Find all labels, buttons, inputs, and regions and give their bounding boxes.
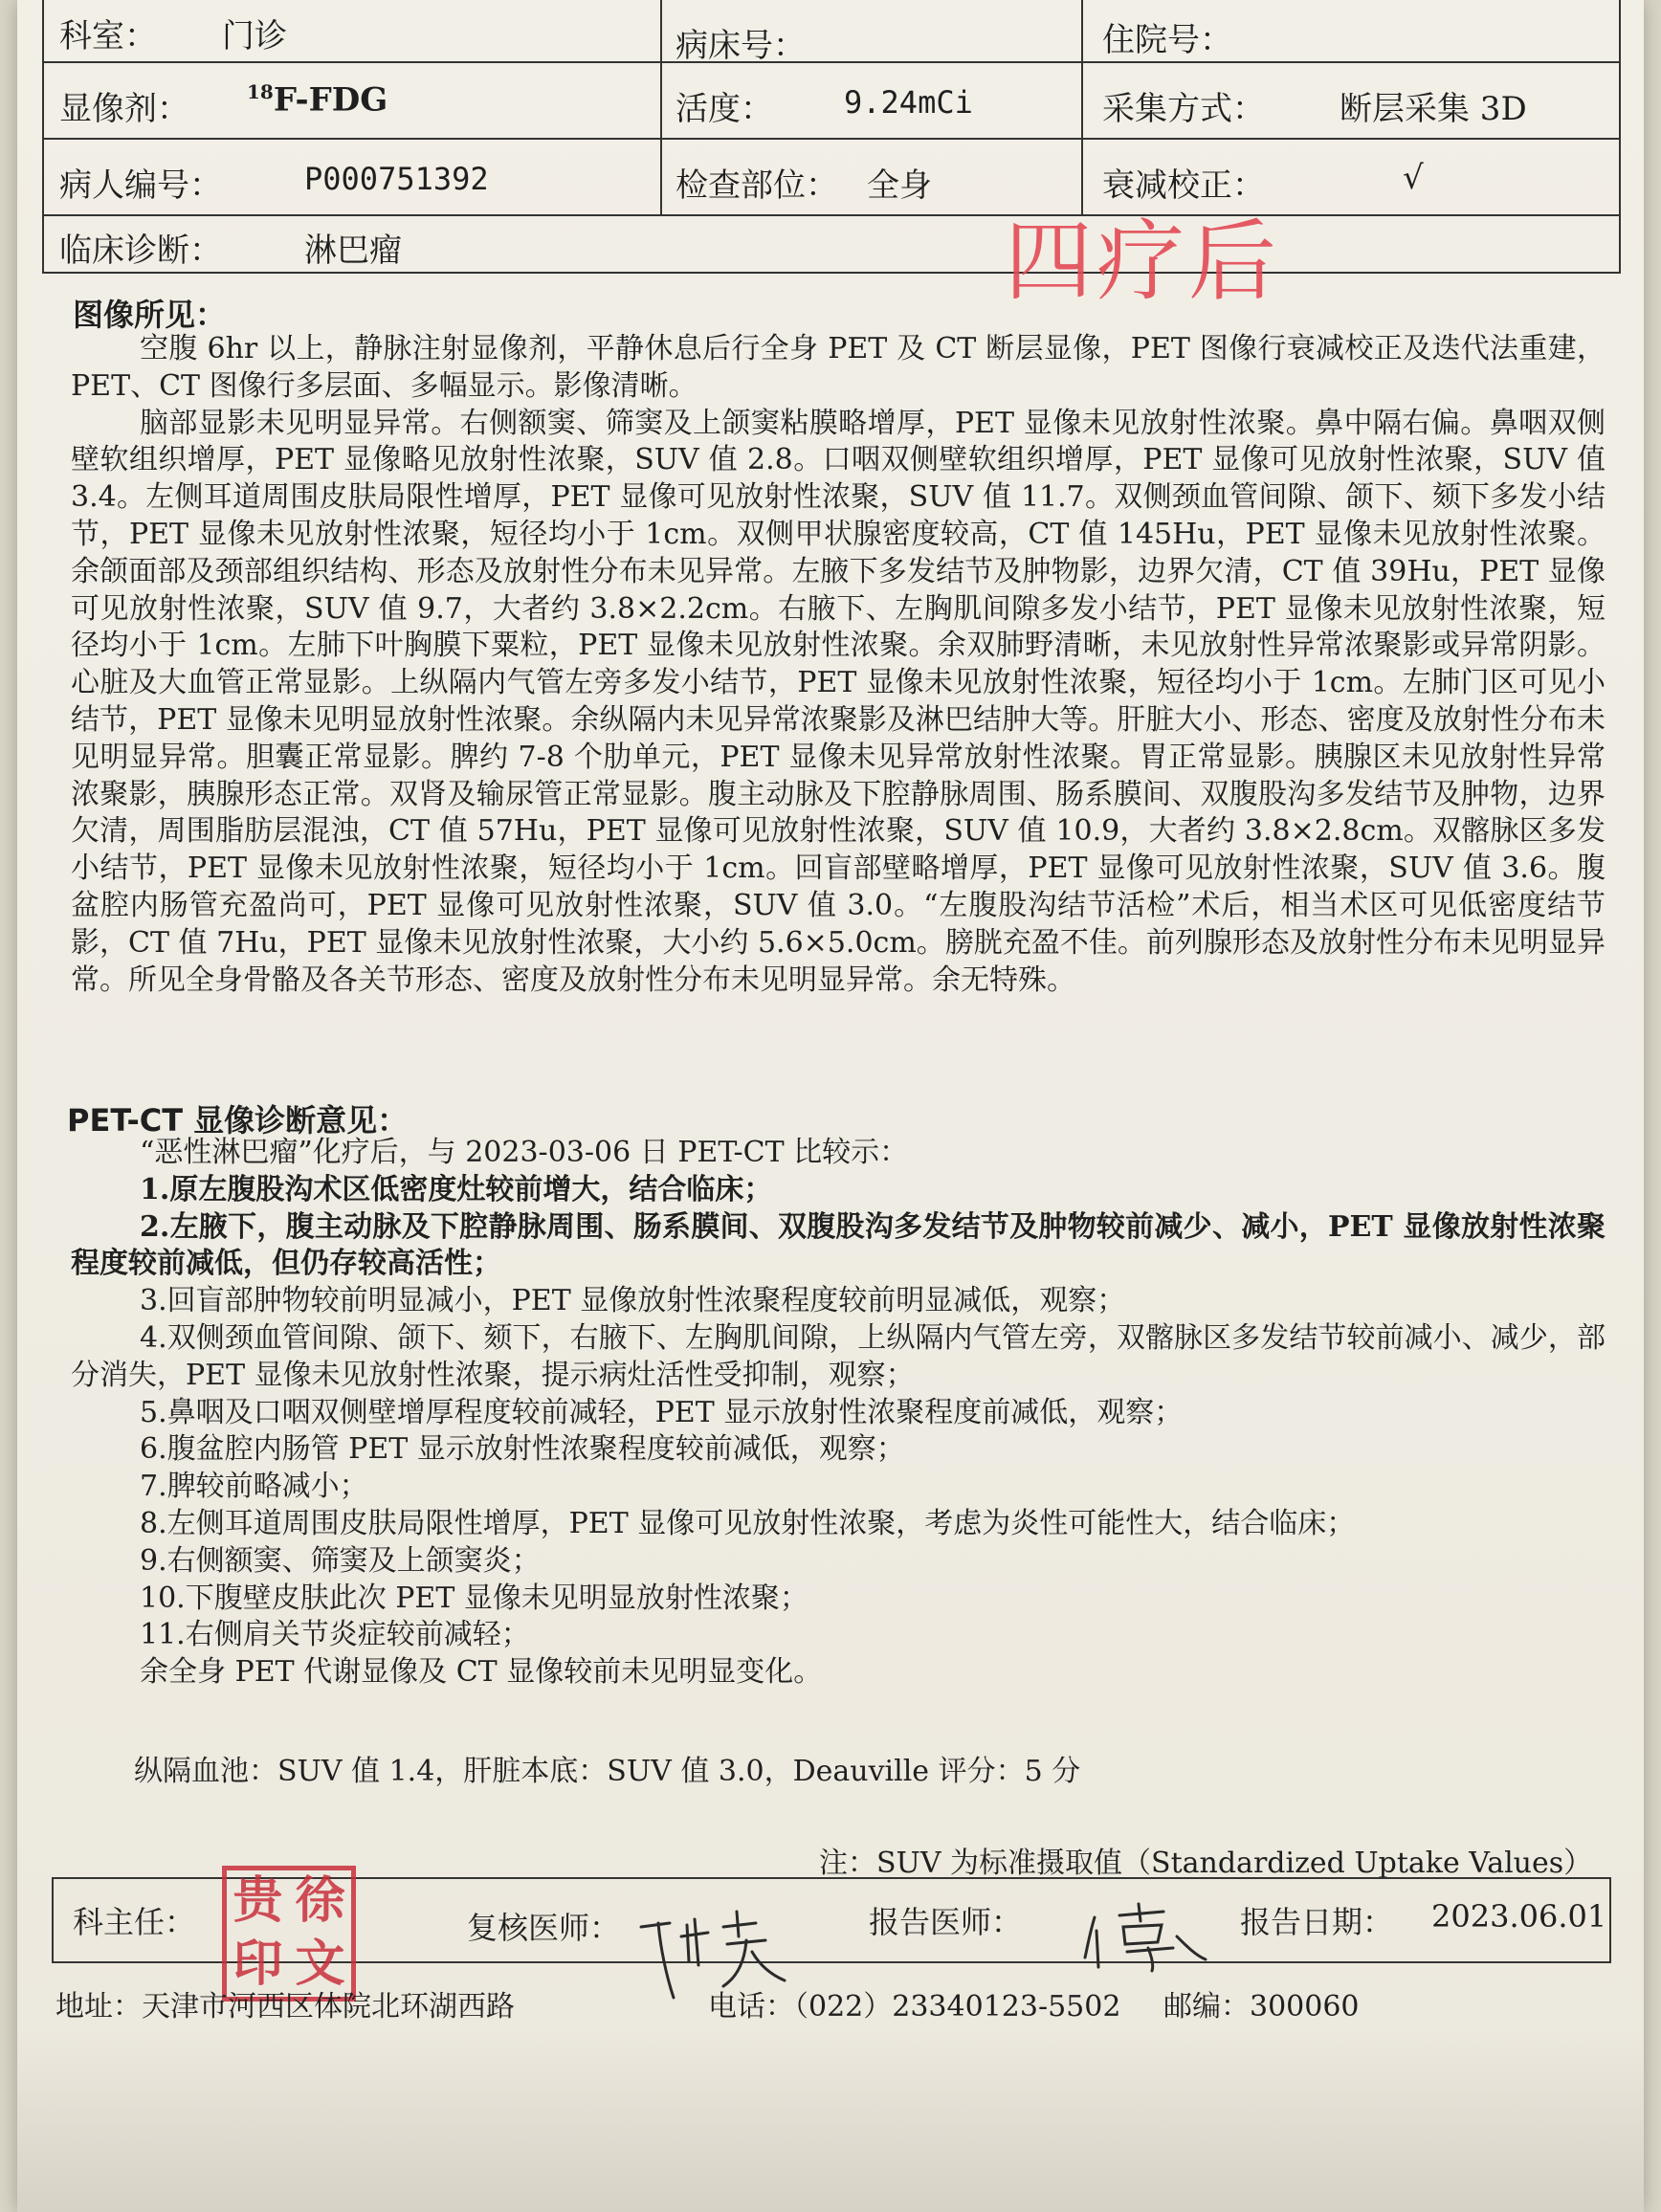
conclusion-item: 4.双侧颈血管间隙、颌下、颏下，右腋下、左胸肌间隙，上纵隔内气管左旁，双髂脉区多发结节较前减小、减少，部分消失，PET 显像未见放射性浓聚，提示病灶活性受抑制，观察； [71, 1320, 1606, 1392]
atten-label: 衰减校正： [1102, 166, 1265, 205]
conclusion-item: 1.原左腹股沟术区低密度灶较前增大，结合临床； [140, 1172, 773, 1206]
atten-check: √ [1403, 159, 1424, 197]
patient-label: 病人编号： [59, 166, 222, 205]
conclusion-item: 5.鼻咽及口咽双侧壁增厚程度较前减轻，PET 显示放射性浓聚程度前减低，观察； [140, 1395, 1184, 1429]
divider [1081, 63, 1083, 138]
conclusion-item: 3.回盲部肿物较前明显减小，PET 显像放射性浓聚程度较前明显减低，观察； [140, 1284, 1126, 1318]
header-row-1 [44, 0, 1619, 63]
diag-label: 临床诊断： [59, 232, 222, 270]
header-table [42, 0, 1621, 274]
conclusions-intro: “恶性淋巴瘤”化疗后，与 2023-03-06 日 PET-CT 比较示： [140, 1136, 909, 1169]
agent-name: F-FDG [273, 80, 388, 120]
conclusion-item: 8.左侧耳道周围皮肤局限性增厚，PET 显像可见放射性浓聚，考虑为炎性可能性大，结合临床； [140, 1506, 1356, 1540]
diag-value: 淋巴瘤 [304, 232, 402, 270]
seal-char: 徐 [295, 1872, 345, 1930]
conclusion-item: 10.下腹壁皮肤此次 PET 显像未见明显放射性浓聚； [140, 1581, 808, 1615]
handwritten-note: 四疗后 [1005, 210, 1281, 313]
report-date: 2023.06.01 [1431, 1898, 1607, 1935]
findings-text [71, 331, 1606, 999]
acq-value: 断层采集 3D [1340, 90, 1527, 128]
conclusion-item: 6.腹盆腔内肠管 PET 显示放射性浓聚程度较前减低，观察； [140, 1432, 905, 1467]
seal-char: 贵 [233, 1872, 283, 1930]
seal-char: 文 [295, 1936, 345, 1993]
admission-label: 住院号： [1102, 21, 1232, 59]
agent-value [247, 80, 388, 119]
seal-char: 印 [233, 1936, 283, 1993]
findings-paragraph: 空腹 6hr 以上，静脉注射显像剂，平静休息后行全身 PET 及 CT 断层显像，PET 图像行衰减校正及迭代法重建，PET、CT 图像行多层面、多幅显示。影像清晰。 [71, 332, 1606, 403]
divider [1081, 0, 1083, 61]
conclusion-item: 余全身 PET 代谢显像及 CT 显像较前未见明显变化。 [140, 1655, 823, 1690]
header-row-3 [44, 140, 1619, 216]
bed-label: 病床号： [675, 27, 806, 65]
header-row-2 [44, 63, 1619, 140]
deauville-line: 纵隔血池：SUV 值 1.4，肝脏本底：SUV 值 3.0，Deauville 评分：5 分 [134, 1755, 1081, 1788]
reviewer-label: 复核医师： [467, 1910, 621, 1946]
findings-title: 图像所见： [73, 297, 227, 333]
conclusion-item: 9.右侧额窦、筛窦及上颌窦炎； [140, 1543, 541, 1578]
dept-label: 科室： [59, 17, 157, 55]
dept-value: 门诊 [222, 17, 287, 55]
divider [660, 0, 662, 61]
date-label: 报告日期： [1240, 1904, 1394, 1940]
exam-value: 全身 [867, 166, 932, 205]
conclusions-title: PET-CT 显像诊断意见： [67, 1102, 409, 1139]
reporter-label: 报告医师： [869, 1904, 1023, 1940]
paper-shadow [17, 2030, 1644, 2212]
agent-label: 显像剂： [59, 90, 189, 128]
patient-value: P000751392 [304, 161, 489, 197]
findings-paragraph: 脑部显影未见明显异常。右侧额窦、筛窦及上颌窦粘膜略增厚，PET 显像未见放射性浓聚。鼻中隔右偏。鼻咽双侧壁软组织增厚，PET 显像略见放射性浓聚，SUV 值 2.8。口咽双侧壁软组织增厚，PET 显像可见放射性浓聚，SUV 值 3.4。左侧耳道周围皮肤局限性增厚，PET 显像可见放射性浓聚，SUV 值 11.7。双侧颈血管间隙、颌下、颏下多发小结节，PET 显像未见放射性浓聚，短径均小于 1cm。双侧甲状腺密度较高，CT 值 145Hu，PET 显像未见放射性浓聚。余颌面部及颈部组织结构、形态及放射性分布未见异常。左腋下多发结节及肿物影，边界欠清，CT 值 39Hu，PET 显像可见放射性浓聚，SUV 值 9.7，大者约 3.8×2.2cm。右腋下、左胸肌间隙多发小结节，PET 显像未见放射性浓聚，短径均小于 1cm。左肺下叶胸膜下粟粒，PET 显像未见放射性浓聚。余双肺野清晰，未见放射性异常浓聚影或异常阴影。心脏及大血管正常显影。上纵隔内气管左旁多发小结节，PET 显像未见放射性浓聚，短径均小于 1cm。左肺门区可见小结节，PET 显像未见明显放射性浓聚。余纵隔内未见异常浓聚影及淋巴结肿大等。肝脏大小、形态、密度及放射性分布未见明显异常。胆囊正常显影。脾约 7-8 个肋单元，PET 显像未见异常放射性浓聚。胃正常显影。胰腺区未见放射性异常浓聚影，胰腺形态正常。双肾及输尿管正常显影。腹主动脉及下腔静脉周围、肠系膜间、双腹股沟多发结节及肿物，边界欠清，周围脂肪层混浊，CT 值 57Hu，PET 显像可见放射性浓聚，SUV 值 10.9，大者约 3.8×2.8cm。双髂脉区多发小结节，PET 显像未见放射性浓聚，短径均小于 1cm。回盲部壁略增厚，PET 显像可见放射性浓聚，SUV 值 3.6。腹盆腔内肠管充盈尚可，PET 显像可见放射性浓聚，SUV 值 3.0。“左腹股沟结节活检”术后，相当术区可见低密度结节影，CT 值 7Hu，PET 显像未见放射性浓聚，大小约 5.6×5.0cm。膀胱充盈不佳。前列腺形态及放射性分布未见明显异常。所见全身骨骼及各关节形态、密度及放射性分布未见明显异常。余无特殊。 [71, 406, 1606, 997]
conclusion-item: 7.脾较前略减小； [140, 1470, 368, 1504]
director-label: 科主任： [73, 1904, 196, 1940]
divider [660, 140, 662, 214]
hospital-postcode: 邮编：300060 [1163, 1990, 1360, 2024]
activity-value: 9.24mCi [844, 84, 973, 121]
header-row-4 [44, 216, 1619, 272]
conclusion-item: 2.左腋下，腹主动脉及下腔静脉周围、肠系膜间、双腹股沟多发结节及肿物较前减少、减小，PET 显像放射性浓聚程度较前减低，但仍存较高活性； [71, 1209, 1606, 1281]
divider [660, 63, 662, 138]
acq-label: 采集方式： [1102, 90, 1265, 128]
agent-sup: 18 [247, 80, 274, 103]
hospital-phone: 电话：（022）23340123-5502 [708, 1990, 1121, 2024]
director-seal [222, 1866, 356, 2002]
hospital-address: 地址：天津市河西区体院北环湖西路 [55, 1990, 515, 2024]
activity-label: 活度： [675, 90, 773, 128]
conclusions-list [71, 1135, 1606, 1692]
conclusion-item: 11.右侧肩关节炎症较前减轻； [140, 1618, 530, 1652]
suv-note: 注：SUV 为标准摄取值（Standardized Uptake Values） [819, 1847, 1593, 1880]
reporter-signature [1081, 1898, 1215, 1975]
exam-label: 检查部位： [675, 166, 838, 205]
